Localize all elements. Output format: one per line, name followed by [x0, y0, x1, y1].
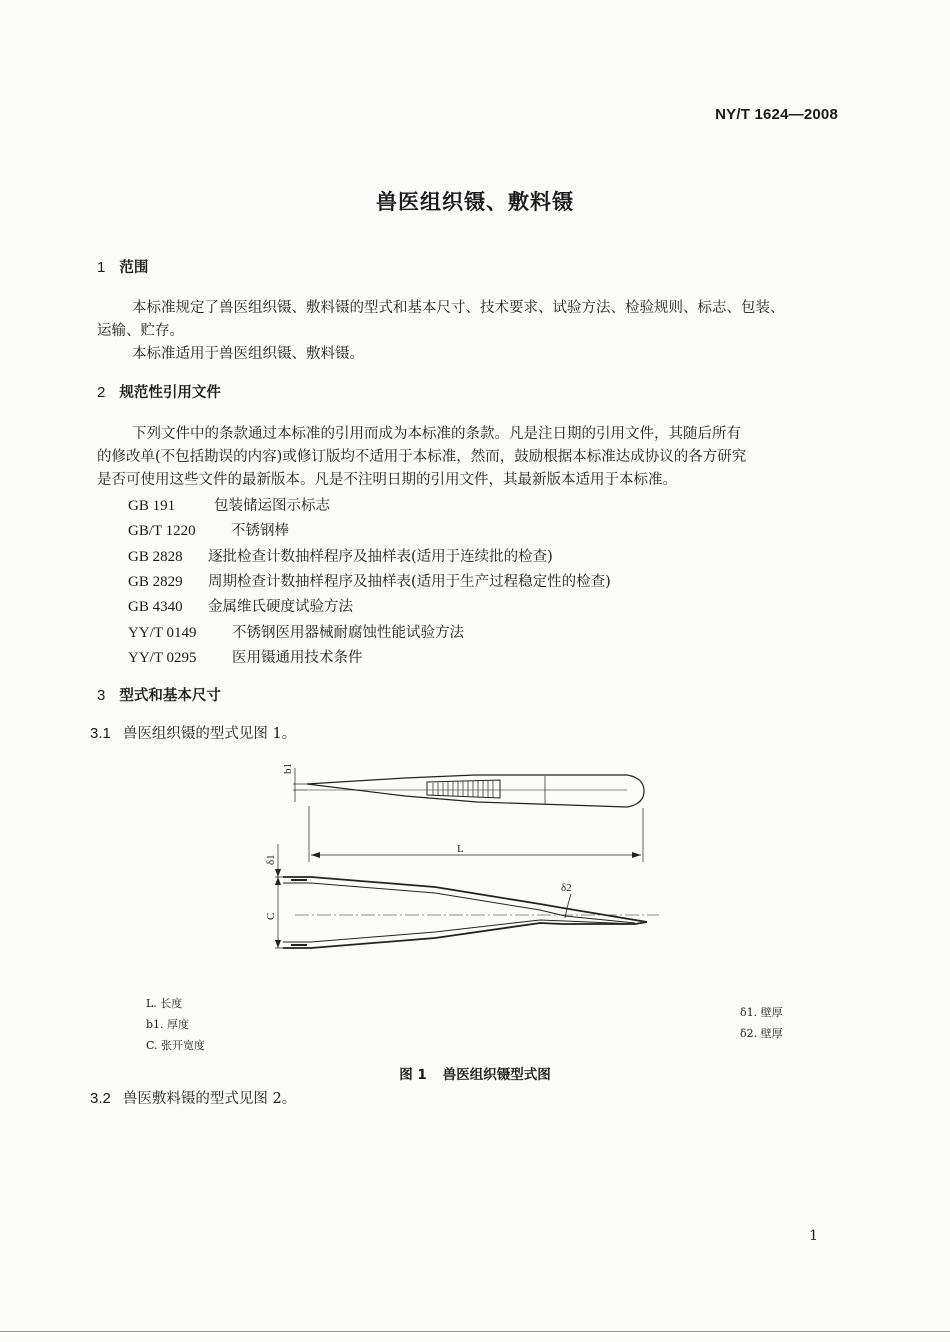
reference-title: 不锈钢棒: [231, 523, 289, 539]
section-number: 2: [97, 384, 106, 401]
paragraph: 下列文件中的条款通过本标准的引用而成为本标准的条款。凡是注日期的引用文件，其随后所有: [132, 426, 741, 442]
dim-label-delta1: δ1: [265, 854, 277, 865]
section-1-heading: [97, 256, 148, 277]
figure-legend-left: [146, 993, 205, 1056]
reference-item: [128, 519, 289, 540]
reference-item: [128, 646, 363, 667]
wall-thickness-leader: [565, 894, 571, 918]
paragraph: 的修改单(不包括勘误的内容)或修订版均不适用于本标准，然而，鼓励根据本标准达成协议的各方研究: [97, 449, 747, 465]
reference-title: 不锈钢医用器械耐腐蚀性能试验方法: [232, 625, 464, 641]
legend-item: b1. 厚度: [146, 1018, 190, 1031]
caption-text: 兽医组织镊型式图: [442, 1067, 551, 1083]
subsection-text: 兽医组织镊的型式见图 1。: [122, 726, 297, 742]
reference-title: 周期检查计数抽样程序及抽样表(适用于生产过程稳定性的检查): [208, 574, 611, 590]
dim-label-b1: b1: [282, 763, 294, 774]
reference-item: [128, 570, 611, 591]
reference-title: 医用镊通用技术条件: [232, 650, 363, 666]
figure-legend-right: [740, 1002, 783, 1044]
forceps-upper-arm-inner: [283, 883, 635, 923]
paragraph: 本标准适用于兽医组织镊、敷料镊。: [132, 346, 364, 362]
legend-item: δ1. 壁厚: [740, 1006, 783, 1019]
reference-code: GB 2829: [128, 574, 183, 590]
legend-item: L. 长度: [146, 997, 183, 1010]
standard-number: NY/T 1624—2008: [715, 106, 838, 123]
reference-item: [128, 545, 553, 566]
section-number: 1: [97, 259, 106, 276]
dim-label-delta2: δ2: [561, 882, 572, 894]
reference-item: [128, 621, 464, 642]
paragraph: 运输、贮存。: [97, 323, 184, 339]
section-2-heading: [97, 381, 221, 402]
reference-item: [128, 494, 330, 515]
section-number: 3: [97, 687, 106, 704]
page-bottom-rule: [0, 1331, 950, 1332]
reference-item: [128, 595, 353, 616]
reference-code: YY/T 0149: [128, 625, 197, 641]
page-number: 1: [809, 1228, 818, 1244]
section-title: 范围: [119, 260, 149, 276]
reference-code: GB 4340: [128, 599, 183, 615]
subsection-number: 3.2: [90, 1090, 111, 1107]
figure-1-drawing: [255, 758, 665, 968]
paragraph: 是否可使用这些文件的最新版本。凡是不注明日期的引用文件，其最新版本适用于本标准。: [97, 472, 677, 488]
dim-label-length: L: [457, 843, 464, 855]
section-3-heading: [97, 684, 221, 705]
reference-code: GB 2828: [128, 549, 183, 565]
subsection-3-1: [90, 722, 296, 743]
subsection-3-2: [90, 1087, 296, 1108]
subsection-text: 兽医敷料镊的型式见图 2。: [122, 1091, 297, 1107]
reference-title: 包装储运图示标志: [214, 498, 330, 514]
dim-label-opening: C: [265, 912, 277, 920]
arm-tip-marks: [291, 880, 307, 945]
forceps-lower-arm: [283, 922, 647, 948]
caption-number: 图 1: [399, 1067, 427, 1083]
subsection-number: 3.1: [90, 725, 111, 742]
reference-code: GB/T 1220: [128, 523, 196, 539]
document-title: 兽医组织镊、敷料镊: [376, 190, 574, 214]
legend-item: C. 张开宽度: [146, 1039, 206, 1052]
section-title: 规范性引用文件: [119, 385, 221, 401]
figure-1-caption: [0, 1063, 950, 1083]
legend-item: δ2. 壁厚: [740, 1027, 783, 1040]
paragraph: 本标准规定了兽医组织镊、敷料镊的型式和基本尺寸、技术要求、试验方法、检验规则、标志、包装、: [132, 300, 785, 316]
reference-code: GB 191: [128, 498, 176, 514]
reference-code: YY/T 0295: [128, 650, 197, 666]
section-title: 型式和基本尺寸: [119, 688, 221, 704]
reference-title: 金属维氏硬度试验方法: [208, 599, 353, 615]
reference-title: 逐批检查计数抽样程序及抽样表(适用于连续批的检查): [208, 549, 553, 565]
forceps-top-view: [307, 775, 644, 807]
